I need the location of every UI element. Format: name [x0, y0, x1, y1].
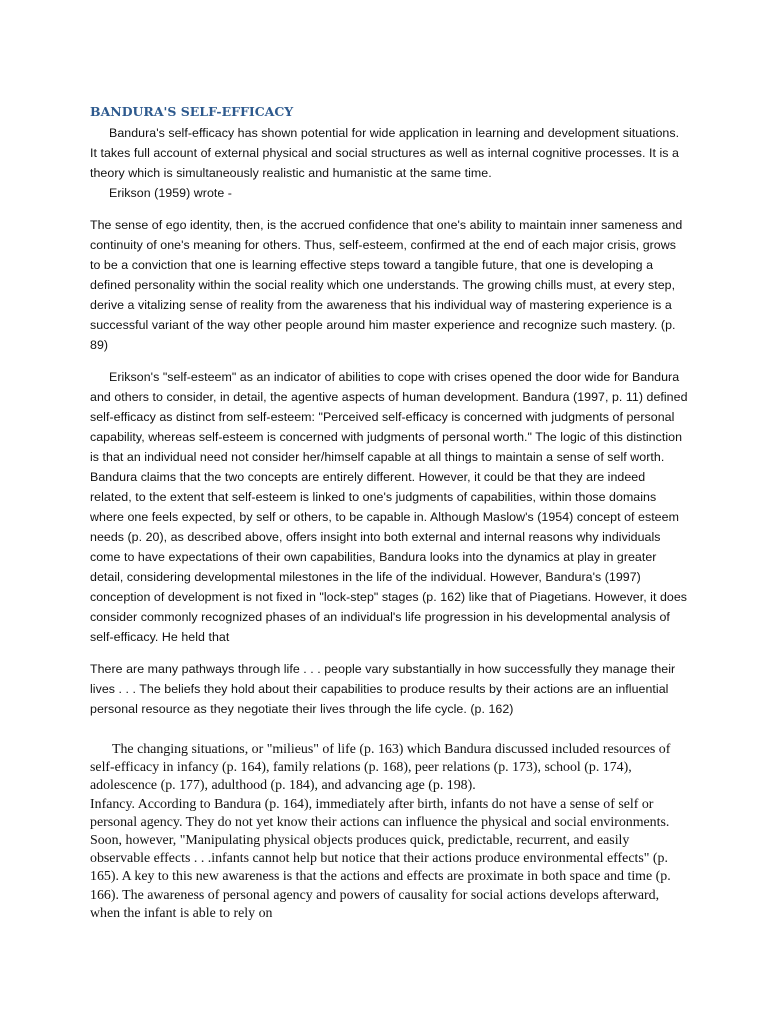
- document-page: [90, 104, 688, 923]
- section-heading: BANDURA'S SELF-EFFICACY: [90, 104, 294, 119]
- intro-paragraph: Bandura's self-efficacy has shown potential for wide application in learning and development situations. It takes full account of external physical and social structures as well as internal cognitive processes. It is a theory which is simultaneously realistic and humanistic at the same time.: [90, 126, 680, 180]
- erikson-intro: Erikson (1959) wrote -: [109, 186, 232, 200]
- body-paragraph-milieus: [90, 741, 688, 923]
- block-quote-erikson: The sense of ego identity, then, is the accrued confidence that one's ability to maintain inner sameness and continuity of one's meaning for others. Thus, self-esteem, confirmed at the end of each major crisis, grows to be a conviction that one is learning effective steps toward a tangible future, that one is developing a defined personality within the social reality which one understands. The growing chills must, at every step, derive a vitalizing sense of reality from the awareness that his individual way of mastering experience is a successful variant of the way other people around him master experience and recognize such mastery. (p. 89): [90, 218, 683, 352]
- milieus-text: The changing situations, or "milieus" of life (p. 163) which Bandura discussed included resources of self-efficacy in infancy (p. 164), family relations (p. 168), peer relations (p. 173), school (p. 174), adolescence (p. 177), adulthood (p. 184), and advancing age (p. 198).: [90, 742, 671, 794]
- body-paragraph-bandura: Erikson's "self-esteem" as an indicator of abilities to cope with crises opened the door wide for Bandura and others to consider, in detail, the agentive aspects of human development. Bandura (1997, p. 11) defined self-efficacy as distinct from self-esteem: "Perceived self-efficacy is concerned with judgments of personal capability, whereas self-esteem is concerned with judgments of personal worth." The logic of this distinction is that an individual need not consider her/himself capable at all things to maintain a sense of self worth. Bandura claims that the two concepts are entirely different. However, it could be that they are indeed related, to the extent that self-esteem is linked to one's judgments of capabilities, within those domains where one feels expected, by self or others, to be capable in. Although Maslow's (1954) concept of esteem needs (p. 20), as described above, offers insight into both external and internal reasons why individuals come to have expectations of their own capabilities, Bandura looks into the dynamics at play in greater detail, considering developmental milestones in the life of the individual. However, Bandura's (1997) conception of development is not fixed in "lock-step" stages (p. 162) like that of Piagetians. However, it does consider commonly recognized phases of an individual's life progression in his developmental analysis of self-efficacy. He held that: [90, 370, 688, 644]
- block-quote-bandura: There are many pathways through life . . . people vary substantially in how successfully they manage their lives . . . The beliefs they hold about their capabilities to produce results by their actions are an influential personal resource as they negotiate their lives through the life cycle. (p. 162): [90, 662, 676, 716]
- infancy-text: Infancy. According to Bandura (p. 164), immediately after birth, infants do not have a sense of self or personal agency. They do not yet know their actions can influence the physical and social environments. Soon, however, "Manipulating physical objects produces quick, predictable, recurrent, and easily observable effects . . .infants cannot help but notice that their actions produce environmental effects" (p. 165). A key to this new awareness is that the actions and effects are proximate in both space and time (p. 166). The awareness of personal agency and powers of causality for social actions develops afterward, when the infant is able to rely on: [90, 796, 671, 921]
